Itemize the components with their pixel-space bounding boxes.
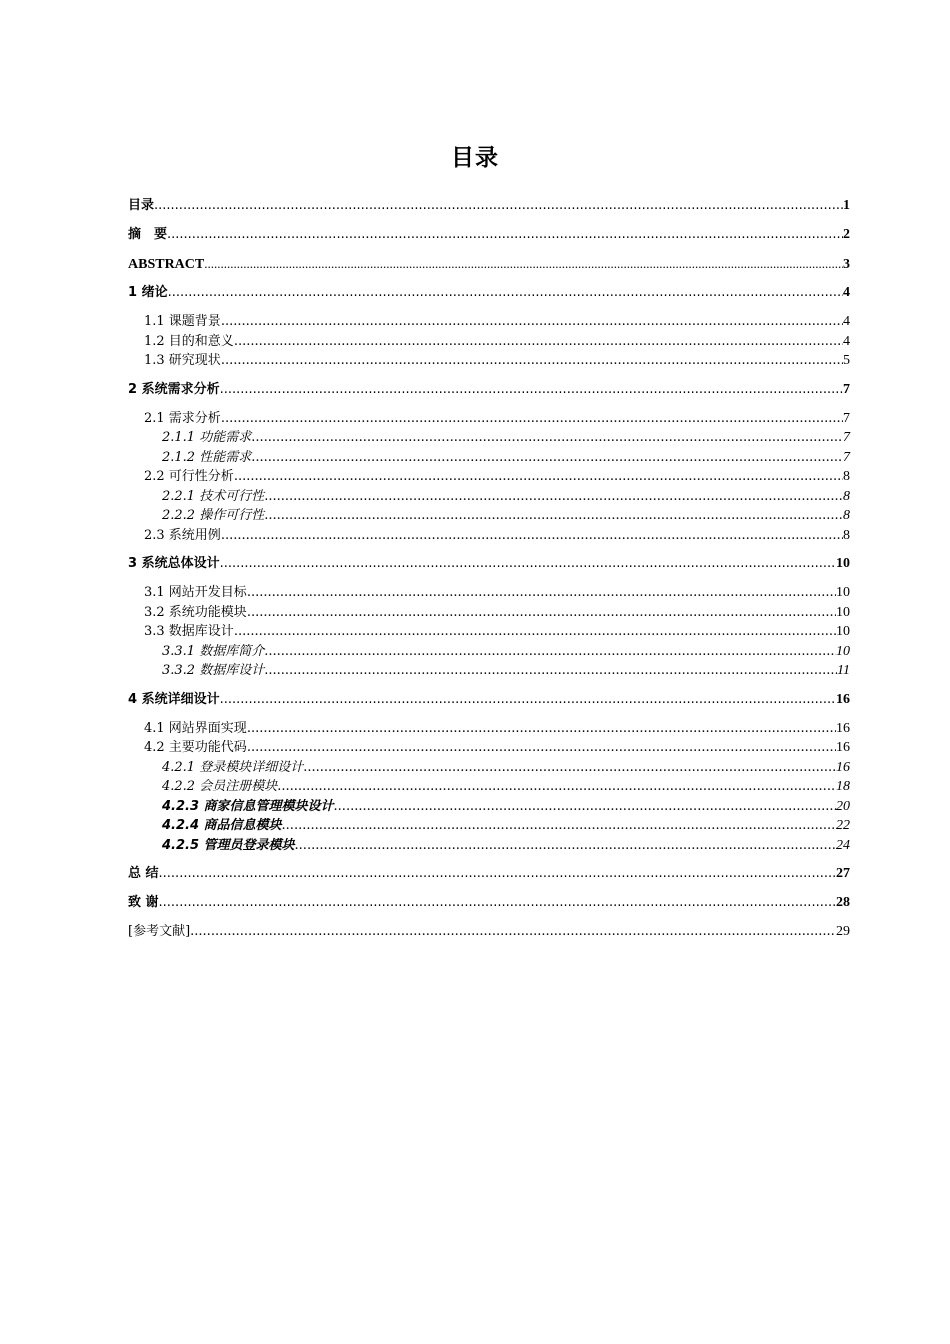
toc-page-number: 16 — [836, 740, 850, 755]
toc-page-number: 5 — [843, 353, 850, 368]
toc-entry[interactable] — [128, 225, 850, 254]
dot-leader — [167, 225, 843, 245]
dot-leader — [221, 526, 843, 546]
toc-entry-label: 3.2 系统功能模块 — [144, 604, 247, 620]
toc-entry[interactable] — [128, 777, 850, 797]
toc-entry[interactable] — [128, 864, 850, 893]
dot-leader — [154, 196, 843, 216]
dot-leader — [204, 254, 843, 274]
toc-page-number: 22 — [836, 818, 850, 833]
toc-entry[interactable] — [128, 738, 850, 758]
toc-page-number: 4 — [843, 285, 850, 300]
toc-entry-label: 3.3.1 数据库简介 — [162, 643, 265, 659]
toc-page-number: 8 — [843, 488, 850, 504]
toc-entry[interactable] — [128, 836, 850, 865]
dot-leader — [334, 797, 836, 817]
toc-entry[interactable] — [128, 622, 850, 642]
toc-entry-label: 3 系统总体设计 — [128, 556, 220, 571]
toc-entry-label: 2.3 系统用例 — [144, 527, 221, 543]
toc-entry-label: 2.2.1 技术可行性 — [162, 488, 265, 504]
toc-entry-label: 4.2.5 管理员登录模块 — [162, 837, 295, 853]
toc-page-number: 7 — [843, 381, 850, 397]
dot-leader — [303, 758, 836, 778]
toc-page-number: 8 — [843, 508, 850, 523]
toc-entry-label: 1.3 研究现状 — [144, 353, 221, 368]
toc-page-number: 4 — [843, 314, 850, 329]
toc-page-number: 8 — [843, 527, 850, 543]
dot-leader — [251, 448, 843, 468]
toc-entry[interactable] — [128, 428, 850, 448]
toc-page-number: 16 — [836, 759, 850, 775]
dot-leader — [264, 506, 843, 526]
toc-page-number: 10 — [836, 585, 850, 600]
dot-leader — [234, 332, 843, 352]
toc-entry-label: 2.1.1 功能需求 — [162, 430, 252, 445]
toc-page-number: 18 — [836, 779, 850, 794]
toc-entry[interactable] — [128, 196, 850, 225]
toc-page-number: 7 — [843, 449, 850, 465]
toc-page-number: 16 — [836, 691, 850, 707]
toc-page-number: 8 — [843, 469, 850, 484]
toc-entry[interactable] — [128, 816, 850, 836]
toc-entry[interactable] — [128, 893, 850, 922]
toc-entry[interactable] — [128, 526, 850, 555]
dot-leader — [282, 816, 836, 836]
dot-leader — [221, 351, 843, 371]
toc-entry-label: 4 系统详细设计 — [128, 691, 220, 707]
toc-page-number: 10 — [836, 556, 850, 571]
dot-leader — [234, 622, 836, 642]
dot-leader — [264, 642, 836, 662]
dot-leader — [277, 777, 836, 797]
toc-entry[interactable] — [128, 332, 850, 352]
toc-page-number: 27 — [836, 866, 850, 881]
toc-entry[interactable] — [128, 254, 850, 283]
dot-leader — [220, 380, 843, 400]
toc-entry[interactable] — [128, 603, 850, 623]
dot-leader — [159, 864, 836, 884]
toc-entry[interactable] — [128, 719, 850, 739]
toc-entry[interactable] — [128, 409, 850, 429]
toc-entry-label: 2.1.2 性能需求 — [162, 449, 252, 465]
toc-entry[interactable] — [128, 448, 850, 468]
toc-entry-label: 1 绪论 — [128, 285, 168, 300]
toc-page-number: 3 — [843, 257, 850, 272]
dot-leader — [251, 428, 843, 448]
toc-entry-label: 4.2.1 登录模块详细设计 — [162, 759, 304, 775]
toc-page-number: 10 — [836, 643, 850, 659]
dot-leader — [264, 661, 837, 681]
toc-page-number: 11 — [837, 663, 850, 678]
dot-leader — [247, 719, 836, 739]
toc-entry-label: 4.2.4 商品信息模块 — [162, 818, 282, 833]
toc-page-number: 1 — [843, 198, 850, 213]
dot-leader — [247, 738, 836, 758]
toc-page-number: 2 — [843, 227, 850, 242]
toc-entry-label: 目录 — [128, 198, 155, 213]
toc-entry-label: 4.2.3 商家信息管理模块设计 — [162, 798, 334, 814]
dot-leader — [168, 283, 843, 303]
toc-entry-label: 4.2 主要功能代码 — [144, 740, 247, 755]
dot-leader — [220, 690, 836, 710]
toc-entry[interactable] — [128, 487, 850, 507]
toc-entry-label: 总 结 — [128, 866, 159, 881]
toc-entry-label: 3.1 网站开发目标 — [144, 585, 247, 600]
dot-leader — [247, 603, 836, 623]
toc-entry[interactable] — [128, 351, 850, 380]
toc-entry-label: 致 谢 — [128, 895, 159, 910]
toc-entry-label: 1.2 目的和意义 — [144, 333, 234, 349]
dot-leader — [234, 467, 843, 487]
dot-leader — [159, 893, 836, 913]
toc-entry-label: 2.2.2 操作可行性 — [162, 508, 265, 523]
toc-page-number: 4 — [843, 333, 850, 349]
toc-entry[interactable] — [128, 922, 850, 951]
toc-entry-label: ABSTRACT — [128, 257, 205, 272]
toc-page-number: 10 — [836, 624, 850, 639]
toc-page-number: 16 — [836, 720, 850, 736]
toc-page-number: 7 — [843, 430, 850, 445]
toc-page-number: 20 — [836, 798, 850, 814]
page-title: 目录 — [451, 145, 499, 171]
toc-entry[interactable] — [128, 506, 850, 526]
toc-page-number: 24 — [836, 837, 850, 853]
toc-list — [128, 196, 850, 951]
toc-entry-label: 摘 要 — [128, 227, 168, 242]
toc-page-number: 7 — [843, 410, 850, 426]
toc-entry-label: 4.2.2 会员注册模块 — [162, 779, 278, 794]
toc-page-number: 29 — [836, 924, 850, 939]
toc-entry-label: 2.1 需求分析 — [144, 410, 221, 426]
toc-entry[interactable] — [128, 283, 850, 312]
toc-entry[interactable] — [128, 380, 850, 409]
toc-entry-label: 1.1 课题背景 — [144, 314, 221, 329]
toc-entry[interactable] — [128, 758, 850, 778]
dot-leader — [295, 836, 836, 856]
toc-entry-label: 3.3 数据库设计 — [144, 624, 234, 639]
toc-page-number: 28 — [836, 895, 850, 910]
toc-entry[interactable] — [128, 797, 850, 817]
dot-leader — [220, 554, 836, 574]
dot-leader — [190, 922, 836, 942]
toc-entry-label: 4.1 网站界面实现 — [144, 720, 247, 736]
toc-page-number: 10 — [836, 604, 850, 620]
toc-entry[interactable] — [128, 467, 850, 487]
toc-entry[interactable] — [128, 554, 850, 583]
toc-entry-label: 2 系统需求分析 — [128, 381, 220, 397]
toc-entry[interactable] — [128, 642, 850, 662]
toc-entry-label: 3.3.2 数据库设计 — [162, 663, 265, 678]
toc-entry[interactable] — [128, 312, 850, 332]
toc-entry[interactable] — [128, 690, 850, 719]
toc-entry-label: 2.2 可行性分析 — [144, 469, 234, 484]
toc-entry[interactable] — [128, 583, 850, 603]
dot-leader — [264, 487, 843, 507]
toc-entry[interactable] — [128, 661, 850, 690]
dot-leader — [221, 409, 843, 429]
toc-entry-label: [参考文献] — [128, 924, 191, 939]
dot-leader — [247, 583, 836, 603]
dot-leader — [221, 312, 843, 332]
